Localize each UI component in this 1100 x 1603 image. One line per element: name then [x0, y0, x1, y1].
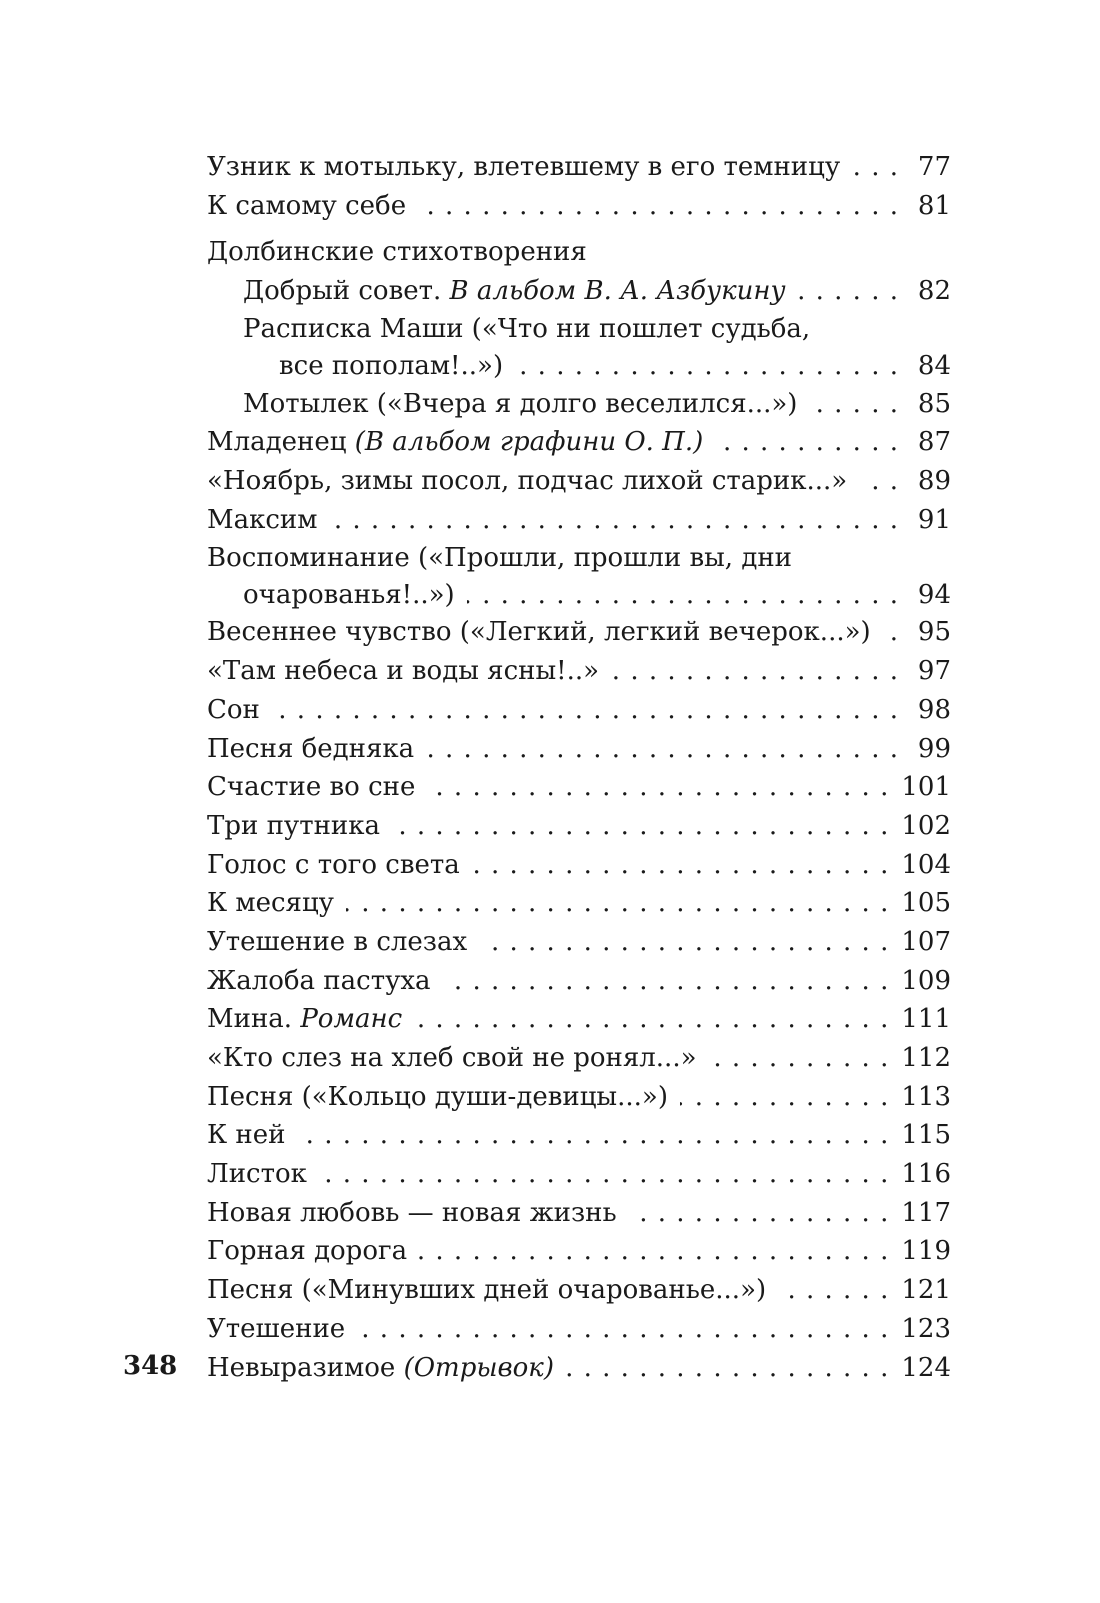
toc-entry-title: Воспоминание («Прошли, прошли вы, дни	[207, 542, 792, 573]
toc-entry[interactable]	[207, 768, 951, 807]
dot-leader	[859, 463, 899, 501]
toc-entry-page: 97	[917, 656, 951, 687]
toc-entry-page: 81	[917, 190, 951, 221]
toc-entry-title-italic: (В альбом графини О. П.)	[354, 427, 704, 458]
toc-entry-page: 105	[901, 888, 951, 919]
toc-entry[interactable]	[207, 1000, 951, 1039]
toc-entry-title	[207, 1000, 402, 1039]
toc-entry[interactable]	[207, 962, 951, 1001]
toc-section-heading: Долбинские стихотворения	[207, 237, 587, 268]
toc-entry-page: 116	[901, 1159, 951, 1190]
toc-entry-title-text: Мина.	[207, 1004, 301, 1035]
toc-entry-title: «Кто слез на хлеб свой не ронял...»	[207, 1043, 697, 1074]
toc-entry-page: 117	[901, 1197, 951, 1228]
toc-entry-page: 95	[917, 617, 951, 648]
toc-entry[interactable]	[207, 923, 951, 962]
toc-entry-title: Голос с того света	[207, 849, 460, 880]
toc-entry-title: Сон	[207, 694, 260, 725]
toc-entry-page: 101	[901, 772, 951, 803]
toc-entry[interactable]	[207, 187, 951, 226]
toc-entry-page: 85	[917, 388, 951, 419]
dot-leader	[467, 576, 899, 614]
toc-entry-title: Листок	[207, 1159, 307, 1190]
dot-leader	[852, 149, 899, 187]
toc-entry-title: Мотылек («Вчера я долго веселился...»)	[243, 388, 798, 419]
dot-leader	[427, 769, 889, 807]
dot-leader	[809, 385, 899, 423]
dot-leader	[715, 424, 899, 462]
dot-leader	[297, 1117, 889, 1155]
dot-leader	[319, 1156, 889, 1194]
toc-entry-title	[207, 1349, 554, 1388]
toc-entry-page: 84	[917, 350, 951, 381]
toc-entry[interactable]	[207, 884, 951, 923]
dot-leader	[515, 347, 899, 385]
toc-entry-title: «Там небеса и воды ясны!..»	[207, 656, 600, 687]
dot-leader	[472, 846, 890, 884]
toc-entry[interactable]	[207, 501, 951, 540]
dot-leader	[709, 1040, 890, 1078]
toc-entry-page: 113	[901, 1081, 951, 1112]
toc-entry-title: Расписка Маши («Что ни пошлет судьба,	[243, 313, 811, 344]
toc-entry-page: 98	[917, 694, 951, 725]
toc-entry-title: Узник к мотыльку, влетевшему в его темницу	[207, 151, 841, 182]
toc-entry-page: 121	[901, 1275, 951, 1306]
dot-leader	[330, 502, 900, 540]
toc-entry-title: Утешение в слезах	[207, 926, 468, 957]
dot-leader	[798, 273, 899, 311]
toc-entry[interactable]	[207, 1155, 951, 1194]
toc-entry-title: Песня («Кольцо души-девицы...»)	[207, 1081, 668, 1112]
toc-entry-title-continued: очарованья!..»)	[243, 579, 455, 610]
dot-leader	[414, 1001, 889, 1039]
page-number: 348	[123, 1351, 178, 1381]
toc-entry-page: 124	[901, 1352, 951, 1383]
toc-entry[interactable]	[207, 462, 951, 501]
toc-entry-title: Счастие во сне	[207, 772, 416, 803]
toc-entry[interactable]	[207, 1039, 951, 1078]
toc-entry-title: К месяцу	[207, 888, 334, 919]
toc-entry-title: Максим	[207, 504, 318, 535]
toc-entry[interactable]	[207, 385, 951, 424]
toc-entry[interactable]	[207, 423, 951, 462]
toc-entry-page: 109	[901, 965, 951, 996]
dot-leader	[357, 1311, 889, 1349]
toc-entry[interactable]	[207, 1194, 951, 1233]
toc-entry[interactable]	[207, 1271, 951, 1310]
toc-entry-title: Утешение	[207, 1313, 346, 1344]
toc-entry-title: Три путника	[207, 810, 380, 841]
toc-entry-title-text: Добрый совет.	[243, 276, 450, 307]
toc-entry[interactable]	[207, 614, 951, 653]
dot-leader	[392, 808, 889, 846]
toc-entry[interactable]	[207, 1116, 951, 1155]
toc-entry[interactable]	[207, 311, 951, 385]
dot-leader	[346, 885, 889, 923]
dot-leader	[629, 1195, 890, 1233]
toc-entry-page: 102	[901, 810, 951, 841]
toc-entry-page: 107	[901, 926, 951, 957]
toc-entry-page: 89	[917, 466, 951, 497]
dot-leader	[566, 1349, 889, 1387]
toc-entry[interactable]	[207, 730, 951, 769]
toc-entry-page: 119	[901, 1236, 951, 1267]
toc-entry-title	[243, 272, 786, 311]
toc-entry-title-italic: Романс	[300, 1004, 403, 1035]
toc-entry-title: Песня («Минувших дней очарованье...»)	[207, 1275, 767, 1306]
toc-entry-page: 77	[917, 151, 951, 182]
toc-entry[interactable]	[207, 272, 951, 311]
toc-entry-page: 111	[901, 1004, 951, 1035]
dot-leader	[426, 730, 899, 768]
dot-leader	[272, 692, 899, 730]
dot-leader	[479, 924, 889, 962]
toc-entry-page: 123	[901, 1313, 951, 1344]
dot-leader	[778, 1272, 889, 1310]
toc-entry-page: 115	[901, 1120, 951, 1151]
toc-entry-title: Весеннее чувство («Легкий, легкий вечерок...»)	[207, 617, 871, 648]
toc-entry-page: 91	[917, 504, 951, 535]
toc-entry-page: 94	[917, 579, 951, 610]
dot-leader	[680, 1078, 889, 1116]
toc-entry-title: К самому себе	[207, 190, 407, 221]
toc-entry-page: 99	[917, 733, 951, 764]
toc-entry-title-text: Младенец	[207, 427, 355, 458]
toc-entry-page: 87	[917, 427, 951, 458]
dot-leader	[883, 614, 899, 652]
toc-entry[interactable]	[207, 691, 951, 730]
toc-entry-title: Песня бедняка	[207, 733, 415, 764]
toc-entry[interactable]	[207, 1078, 951, 1117]
toc-entry[interactable]	[207, 1310, 951, 1349]
toc-entry[interactable]	[207, 652, 951, 691]
toc-entry-title: К ней	[207, 1120, 286, 1151]
toc-entry-title-continued: все пополам!..»)	[279, 350, 504, 381]
toc-entry-title-italic: В альбом В. А. Азбукину	[449, 276, 786, 307]
toc-entry-page: 82	[917, 276, 951, 307]
toc-entry[interactable]	[207, 846, 951, 885]
toc-entry-title: Горная дорога	[207, 1236, 408, 1267]
dot-leader	[611, 653, 899, 691]
toc-entry[interactable]	[207, 1349, 951, 1388]
toc-entry-title: Жалоба пастуха	[207, 965, 431, 996]
table-of-contents	[207, 148, 951, 1387]
toc-entry-title: Новая любовь — новая жизнь	[207, 1197, 617, 1228]
dot-leader	[419, 1233, 889, 1271]
toc-entry-title: «Ноябрь, зимы посол, подчас лихой старик...»	[207, 466, 848, 497]
toc-entry[interactable]	[207, 807, 951, 846]
toc-entry[interactable]	[207, 540, 951, 614]
toc-entry-page: 112	[901, 1043, 951, 1074]
toc-entry[interactable]	[207, 148, 951, 187]
dot-leader	[418, 187, 899, 225]
toc-entry-title-italic: (Отрывок)	[403, 1352, 554, 1383]
toc-entry[interactable]	[207, 1233, 951, 1272]
toc-entry-title	[207, 423, 703, 462]
dot-leader	[443, 962, 890, 1000]
toc-entry-page: 104	[901, 849, 951, 880]
toc-entry-title-text: Невыразимое	[207, 1352, 404, 1383]
